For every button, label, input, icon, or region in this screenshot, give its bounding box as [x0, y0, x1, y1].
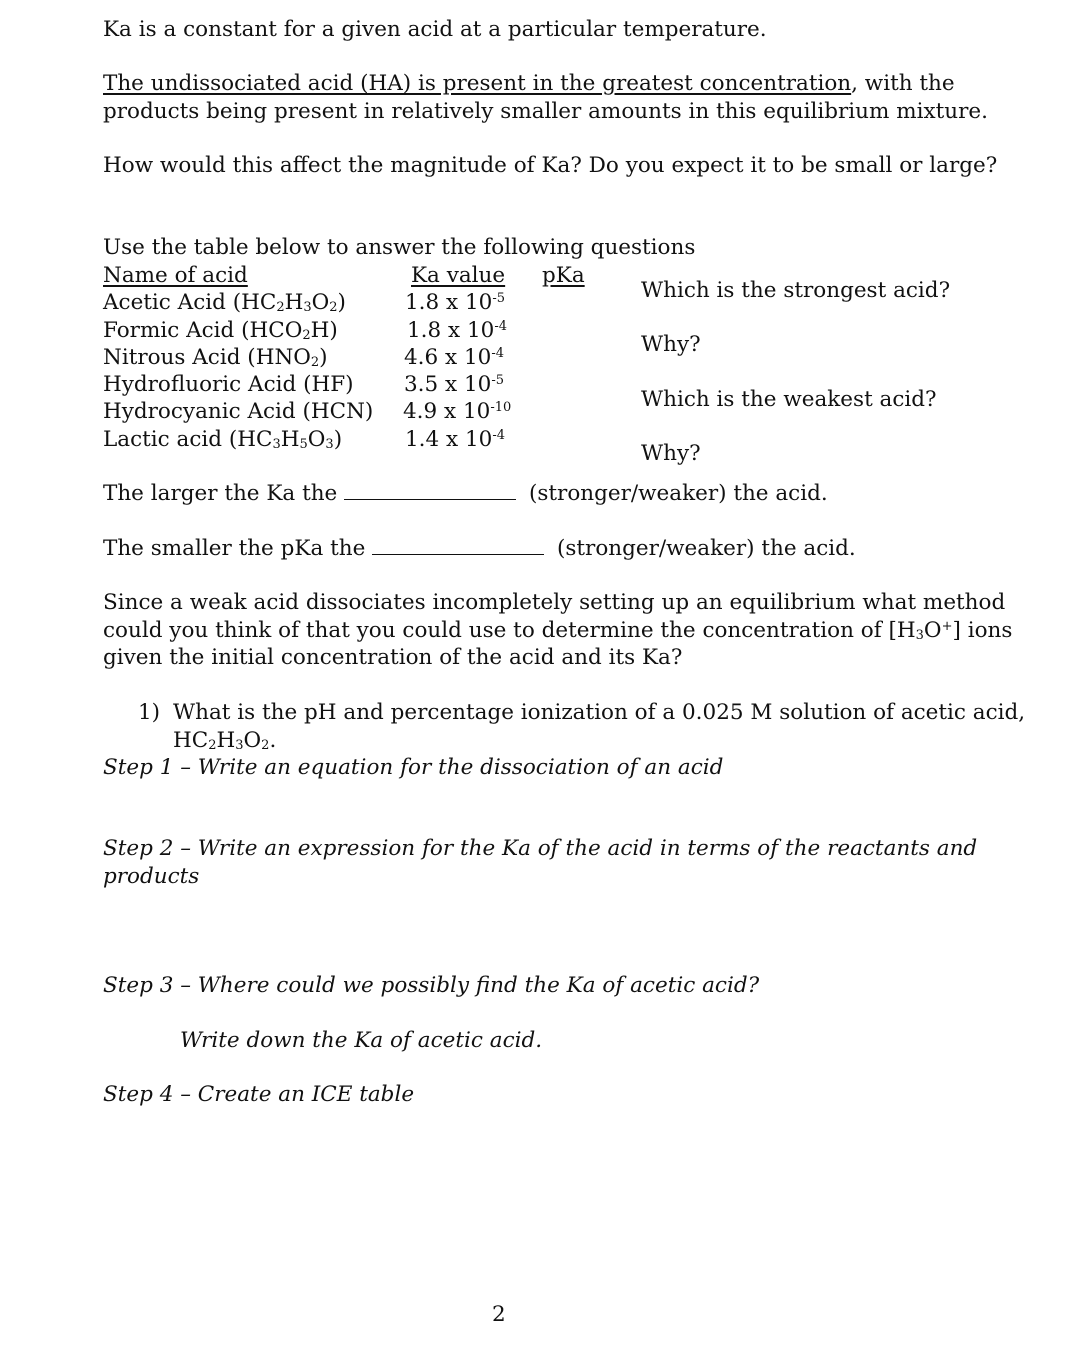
problem-line-2: $HC_2H_3O_2$. — [173, 728, 277, 753]
answer-blank-2[interactable] — [372, 536, 544, 555]
method-line-2: could you think of that you could use to determine the concentration of $[H_3O^+]$ ions — [103, 618, 1013, 643]
question-weakest-acid: Which is the weakest acid? — [641, 387, 937, 412]
ka-value: 4.9 x $10^{-10}$ — [403, 399, 512, 424]
problem-line-1: What is the pH and percentage ionization of a 0.025 M solution of acetic acid, — [173, 700, 1026, 725]
acid-name: Hydrofluoric Acid (HF) — [103, 372, 354, 397]
ka-value: 1.8 x $10^{-5}$ — [405, 290, 506, 315]
table-intro: Use the table below to answer the following questions — [103, 235, 696, 260]
intro-question: How would this affect the magnitude of Ka? Do you expect it to be small or large? — [103, 153, 998, 178]
question-strongest-acid: Which is the strongest acid? — [641, 278, 951, 303]
question-why-1: Why? — [641, 332, 701, 357]
question-why-2: Why? — [641, 441, 701, 466]
step-4: Step 4 – Create an ICE table — [103, 1082, 415, 1107]
step-3: Step 3 – Where could we possibly find the Ka of acetic acid? — [103, 973, 760, 998]
fill-in-smaller-pka: The smaller the pKa the (stronger/weaker) the acid. — [103, 536, 856, 561]
method-line-3: given the initial concentration of the acid and its Ka? — [103, 645, 683, 670]
acid-name: Nitrous Acid $(HNO_2)$ — [103, 345, 328, 370]
problem-number: 1) — [138, 700, 161, 725]
acid-name: Lactic acid $(HC_3H_5O_3)$ — [103, 427, 343, 452]
ka-value: 1.8 x $10^{-4}$ — [407, 318, 508, 343]
step-3-sub: Write down the Ka of acetic acid. — [180, 1028, 543, 1053]
acid-name: Hydrocyanic Acid (HCN) — [103, 399, 374, 424]
intro-paragraph-2: The undissociated acid (HA) is present in the greatest concentration, with the — [103, 71, 955, 96]
step-2-line-1: Step 2 – Write an expression for the Ka of the acid in terms of the reactants and — [103, 836, 978, 861]
method-line-1: Since a weak acid dissociates incompletely setting up an equilibrium what method — [103, 590, 1006, 615]
fill-in-larger-ka: The larger the Ka the (stronger/weaker) the acid. — [103, 481, 828, 506]
acid-name: Formic Acid $(HCO_2H)$ — [103, 318, 338, 343]
answer-blank-1[interactable] — [344, 481, 516, 500]
step-1: Step 1 – Write an equation for the dissociation of an acid — [103, 755, 724, 780]
acid-name: Acetic Acid $(HC_2H_3O_2)$ — [103, 290, 346, 315]
table-header-pka: pKa — [542, 263, 585, 288]
step-2-line-2: products — [103, 864, 200, 889]
ka-value: 4.6 x $10^{-4}$ — [404, 345, 505, 370]
page-number: 2 — [492, 1302, 506, 1327]
underlined-statement: The undissociated acid (HA) is present in the greatest concentration — [103, 71, 852, 96]
ka-value: 1.4 x $10^{-4}$ — [405, 427, 506, 452]
table-header-name: Name of acid — [103, 263, 248, 288]
table-header-ka: Ka value — [411, 263, 506, 288]
ka-value: 3.5 x $10^{-5}$ — [404, 372, 505, 397]
intro-paragraph-2-line2: products being present in relatively smaller amounts in this equilibrium mixture. — [103, 99, 988, 124]
intro-paragraph-1: Ka is a constant for a given acid at a particular temperature. — [103, 17, 767, 42]
